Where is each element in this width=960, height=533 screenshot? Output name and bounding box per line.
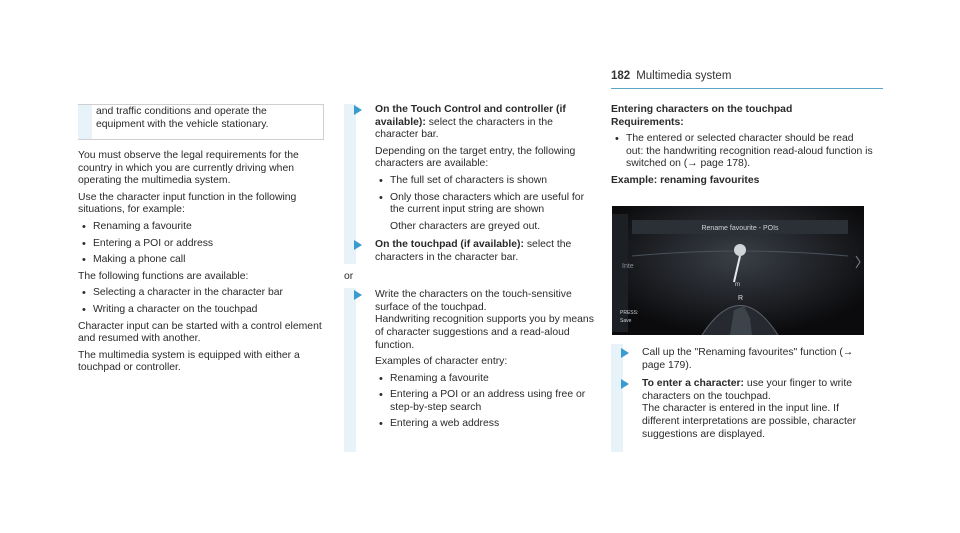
header-rule xyxy=(611,88,883,89)
or-separator: or xyxy=(344,270,354,282)
list-item: • Only those characters which are useful for the current input string are shown xyxy=(375,192,594,217)
column-1 xyxy=(78,150,324,379)
list-item: • Entering a POI or address xyxy=(78,238,324,251)
save-label: Save xyxy=(620,318,632,324)
finger-cursor xyxy=(734,244,746,256)
step-handwriting xyxy=(344,289,594,431)
page-number: 182 xyxy=(611,70,631,82)
section-title: Multimedia system xyxy=(636,70,732,82)
screen-char-m: m xyxy=(735,282,740,288)
examples-list xyxy=(375,373,594,431)
step-enter-character xyxy=(611,378,873,441)
section-heading: Entering characters on the touchpad xyxy=(611,104,793,115)
list-item: • Writing a character on the touchpad xyxy=(78,304,324,317)
examples-heading: Examples of character entry: xyxy=(375,356,508,368)
requirements-list xyxy=(611,133,873,171)
greyed-note: Other characters are greyed out. xyxy=(390,220,541,232)
screen-left-label: Inte xyxy=(622,263,634,270)
situations-list xyxy=(78,221,324,267)
control-paragraph: Character input can be started with a control element and resumed with another. xyxy=(78,320,322,345)
step-paragraph: Handwriting recognition supports you by means of character suggestions and a read-aloud function. xyxy=(375,314,594,351)
warning-box-text: and traffic conditions and operate the equipment with the vehicle stationary. xyxy=(96,106,269,130)
equipment-paragraph: The multimedia system is equipped with either a touchpad or controller. xyxy=(78,349,300,374)
step-text: Write the characters on the touch-sensitive surface of the touchpad. xyxy=(375,289,572,313)
functions-list xyxy=(78,287,324,316)
step-arrow-icon xyxy=(354,240,362,250)
page-header xyxy=(611,70,731,82)
step-touch-control xyxy=(344,104,594,233)
list-item: • Renaming a favourite xyxy=(375,373,594,386)
step-paragraph: The character is entered in the input line. If different interpretations are possible, character suggestions are displayed. xyxy=(642,403,857,440)
list-item: • Making a phone call xyxy=(78,254,324,267)
screen-title: Rename favourite - POIs xyxy=(701,225,779,232)
screen-char-r: R xyxy=(738,295,744,302)
column-3 xyxy=(611,104,873,192)
touchpad-screenshot xyxy=(612,206,864,335)
step-heading: On the touchpad (if available): xyxy=(375,239,524,251)
functions-intro: The following functions are available: xyxy=(78,270,249,282)
step-text: Call up the "Renaming favourites" function (→ page 179). xyxy=(642,347,854,371)
step-arrow-icon xyxy=(621,379,629,389)
list-item: • The entered or selected character should be read out: the handwriting recognition read-aloud function is switched on (→ page 178). xyxy=(611,133,873,171)
list-item: • Renaming a favourite xyxy=(78,221,324,234)
list-item: • Entering a POI or an address using free or step-by-step search xyxy=(375,389,594,414)
column-3-steps xyxy=(611,347,873,447)
list-item: • The full set of characters is shown xyxy=(375,175,594,188)
step-arrow-icon xyxy=(354,105,362,115)
step-touchpad xyxy=(344,239,594,264)
list-item: • Entering a web address xyxy=(375,418,594,431)
press-label: PRESS: xyxy=(620,310,639,316)
step-heading: To enter a character: xyxy=(642,378,745,390)
step-call-up xyxy=(611,347,873,372)
step-paragraph: Depending on the target entry, the following characters are available: xyxy=(375,145,576,170)
legal-paragraph: You must observe the legal requirements for the country in which you are currently driving when operating the multimedia system. xyxy=(78,150,299,187)
list-item: • Selecting a character in the character bar xyxy=(78,287,324,300)
step-heading: On the Touch Control and controller (if available): xyxy=(375,104,566,128)
step-arrow-icon xyxy=(621,348,629,358)
requirements-heading: Requirements: xyxy=(611,116,684,128)
column-2 xyxy=(344,104,594,437)
example-heading: Example: renaming favourites xyxy=(611,174,760,186)
screenshot-illustration xyxy=(612,206,864,335)
situations-intro: Use the character input function in the following situations, for example: xyxy=(78,191,297,216)
step-arrow-icon xyxy=(354,290,362,300)
characters-list xyxy=(375,175,594,217)
step-text: select the characters in the character bar. xyxy=(375,239,572,263)
step-text: select the characters in the character bar. xyxy=(375,116,553,141)
step-text: use your finger to write characters on the touchpad. xyxy=(642,378,853,402)
